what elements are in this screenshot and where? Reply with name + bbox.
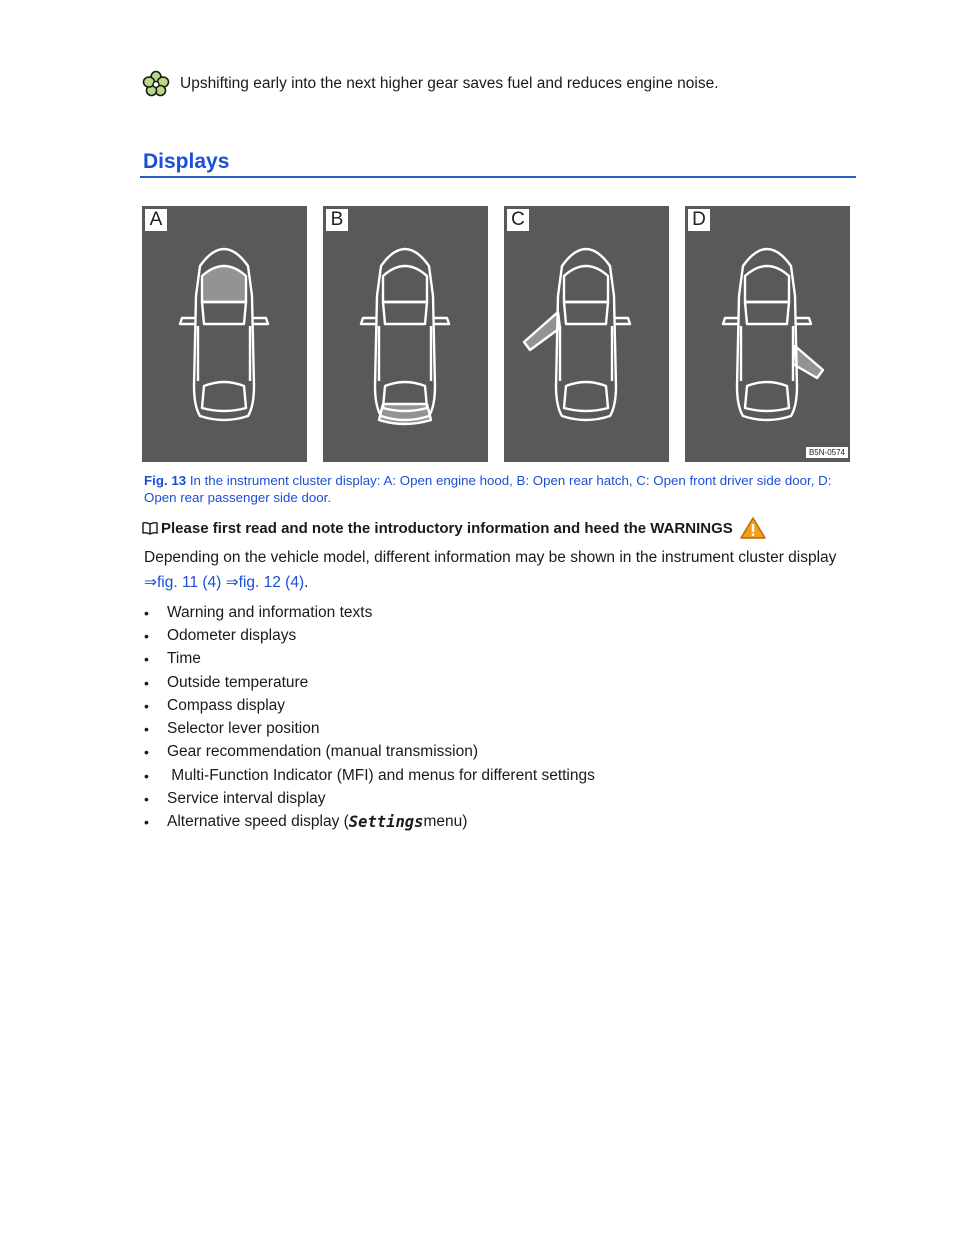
period: .: [304, 574, 309, 591]
flower-eco-icon: [142, 70, 170, 98]
settings-menu-label: Settings: [348, 813, 424, 832]
paragraph-line-1: Depending on the vehicle model, different information may be shown in the instrument cluster display: [144, 549, 837, 566]
warnings-note: [142, 516, 767, 540]
section-title: Displays: [143, 150, 230, 173]
link-fig-12[interactable]: fig. 12 (4): [238, 574, 305, 591]
car-open-hood-icon: [142, 206, 307, 462]
tip-text: Upshifting early into the next higher gear saves fuel and reduces engine noise.: [180, 75, 719, 92]
car-open-rear-door-icon: [685, 206, 850, 462]
list-item: • Odometer displays: [144, 626, 297, 644]
warning-triangle-icon[interactable]: [739, 516, 767, 540]
panel-letter: A: [145, 209, 167, 231]
caption-label: Fig. 13: [144, 473, 187, 488]
list-item: • Outside temperature: [144, 673, 309, 691]
panel-a: [142, 206, 307, 462]
note-text: Please first read and note the introductory information and heed the WARNINGS: [161, 519, 733, 537]
bullet-icon: •: [144, 814, 149, 831]
link-fig-11[interactable]: fig. 11 (4): [157, 574, 222, 591]
bullet-icon: •: [144, 791, 149, 808]
figure-code: B5N-0574: [806, 447, 848, 458]
bullet-icon: •: [144, 651, 149, 668]
book-icon: [142, 521, 158, 535]
panel-d: [685, 206, 850, 462]
heading-divider: [140, 176, 856, 178]
figure-13: [142, 206, 852, 462]
list-item: • Service interval display: [144, 790, 326, 808]
arrow-glyph: ⇒: [225, 574, 239, 591]
car-open-driver-door-icon: [504, 206, 669, 462]
arrow-glyph: ⇒: [144, 574, 157, 591]
list-item: • Compass display: [144, 696, 286, 714]
bullet-icon: •: [144, 767, 149, 784]
list-item: • Alternative speed display ( Settings menu): [144, 813, 468, 832]
bullet-icon: •: [144, 721, 149, 738]
figure-caption: [144, 472, 854, 506]
bullet-icon: •: [144, 674, 149, 691]
list-item: • Multi-Function Indicator (MFI) and menus for different settings: [144, 766, 595, 784]
list-item: • Time: [144, 650, 201, 668]
bullet-icon: •: [144, 697, 149, 714]
info-list: [144, 601, 595, 834]
list-item: • Gear recommendation (manual transmission): [144, 743, 478, 761]
bullet-icon: •: [144, 744, 149, 761]
panel-letter: C: [507, 209, 529, 231]
panel-letter: B: [326, 209, 348, 231]
paragraph-line-2: [144, 573, 308, 592]
caption-text: In the instrument cluster display: A: Open engine hood, B: Open rear hatch, C: Open front driver side door, D: Open rear passenger side door.: [144, 473, 832, 505]
bullet-icon: •: [144, 627, 149, 644]
tip: [142, 70, 719, 98]
list-item: • Warning and information texts: [144, 603, 373, 621]
panel-b: [323, 206, 488, 462]
panel-letter: D: [688, 209, 710, 231]
list-item: • Selector lever position: [144, 720, 320, 738]
car-open-hatch-icon: [323, 206, 488, 462]
bullet-icon: •: [144, 604, 149, 621]
panel-c: [504, 206, 669, 462]
